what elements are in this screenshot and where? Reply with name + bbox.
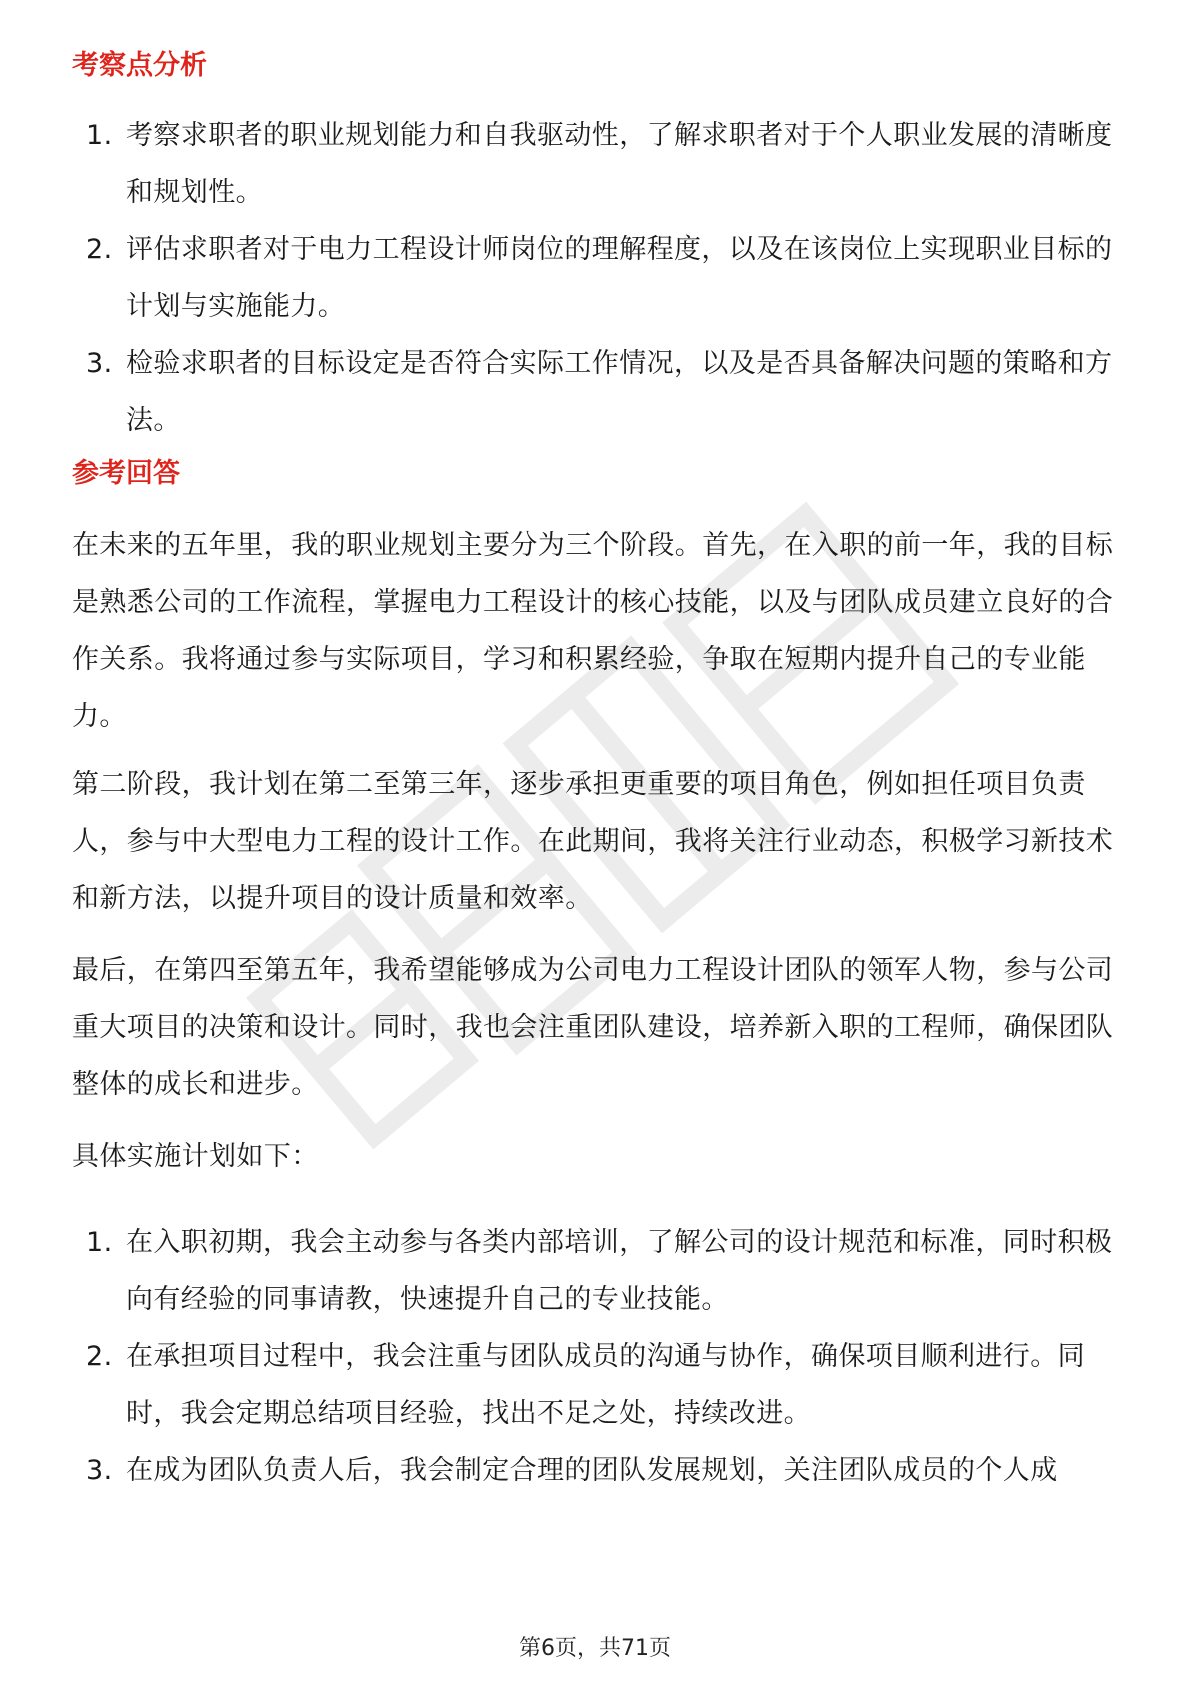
list-item-text: 在入职初期，我会主动参与各类内部培训，了解公司的设计规范和标准，同时积极向有经验的同事请教，快速提升自己的专业技能。: [126, 1227, 1113, 1315]
section-heading-reference-answer: 参考回答: [72, 458, 180, 489]
list-item: [72, 221, 1122, 335]
answer-paragraph: 具体实施计划如下：: [72, 1141, 319, 1172]
answer-paragraph: 第二阶段，我计划在第二至第三年，逐步承担更重要的项目角色，例如担任项目负责人，参与中大型电力工程的设计工作。在此期间，我将关注行业动态，积极学习新技术和新方法，以提升项目的设计质量和效率。: [72, 769, 1114, 914]
plan-list: [72, 1214, 1122, 1499]
list-item-number: 2.: [86, 234, 113, 265]
list-item: [72, 1214, 1122, 1328]
list-item-number: 1.: [86, 120, 113, 151]
list-item-number: 3.: [86, 348, 113, 379]
page-number-footer: 第6页，共71页: [519, 1636, 671, 1661]
list-item-text: 在成为团队负责人后，我会制定合理的团队发展规划，关注团队成员的个人成: [126, 1455, 1058, 1486]
list-item-number: 3.: [86, 1455, 113, 1486]
answer-paragraph: 最后，在第四至第五年，我希望能够成为公司电力工程设计团队的领军人物，参与公司重大项目的决策和设计。同时，我也会注重团队建设，培养新入职的工程师，确保团队整体的成长和进步。: [72, 955, 1114, 1100]
list-item: [72, 107, 1122, 221]
list-item-text: 检验求职者的目标设定是否符合实际工作情况，以及是否具备解决问题的策略和方法。: [126, 348, 1113, 436]
analysis-list: [72, 107, 1122, 449]
section-heading-analysis: 考察点分析: [72, 50, 207, 81]
list-item-text: 评估求职者对于电力工程设计师岗位的理解程度，以及在该岗位上实现职业目标的计划与实施能力。: [126, 234, 1113, 322]
list-item-number: 2.: [86, 1341, 113, 1372]
list-item: [72, 1442, 1122, 1499]
list-item-text: 在承担项目过程中，我会注重与团队成员的沟通与协作，确保项目顺利进行。同时，我会定期总结项目经验，找出不足之处，持续改进。: [126, 1341, 1085, 1429]
list-item-text: 考察求职者的职业规划能力和自我驱动性，了解求职者对于个人职业发展的清晰度和规划性。: [126, 120, 1113, 208]
answer-paragraph: 在未来的五年里，我的职业规划主要分为三个阶段。首先，在入职的前一年，我的目标是熟悉公司的工作流程，掌握电力工程设计的核心技能，以及与团队成员建立良好的合作关系。我将通过参与实际项目，学习和积累经验，争取在短期内提升自己的专业能力。: [72, 530, 1114, 732]
list-item: [72, 1328, 1122, 1442]
list-item: [72, 335, 1122, 449]
list-item-number: 1.: [86, 1227, 113, 1258]
